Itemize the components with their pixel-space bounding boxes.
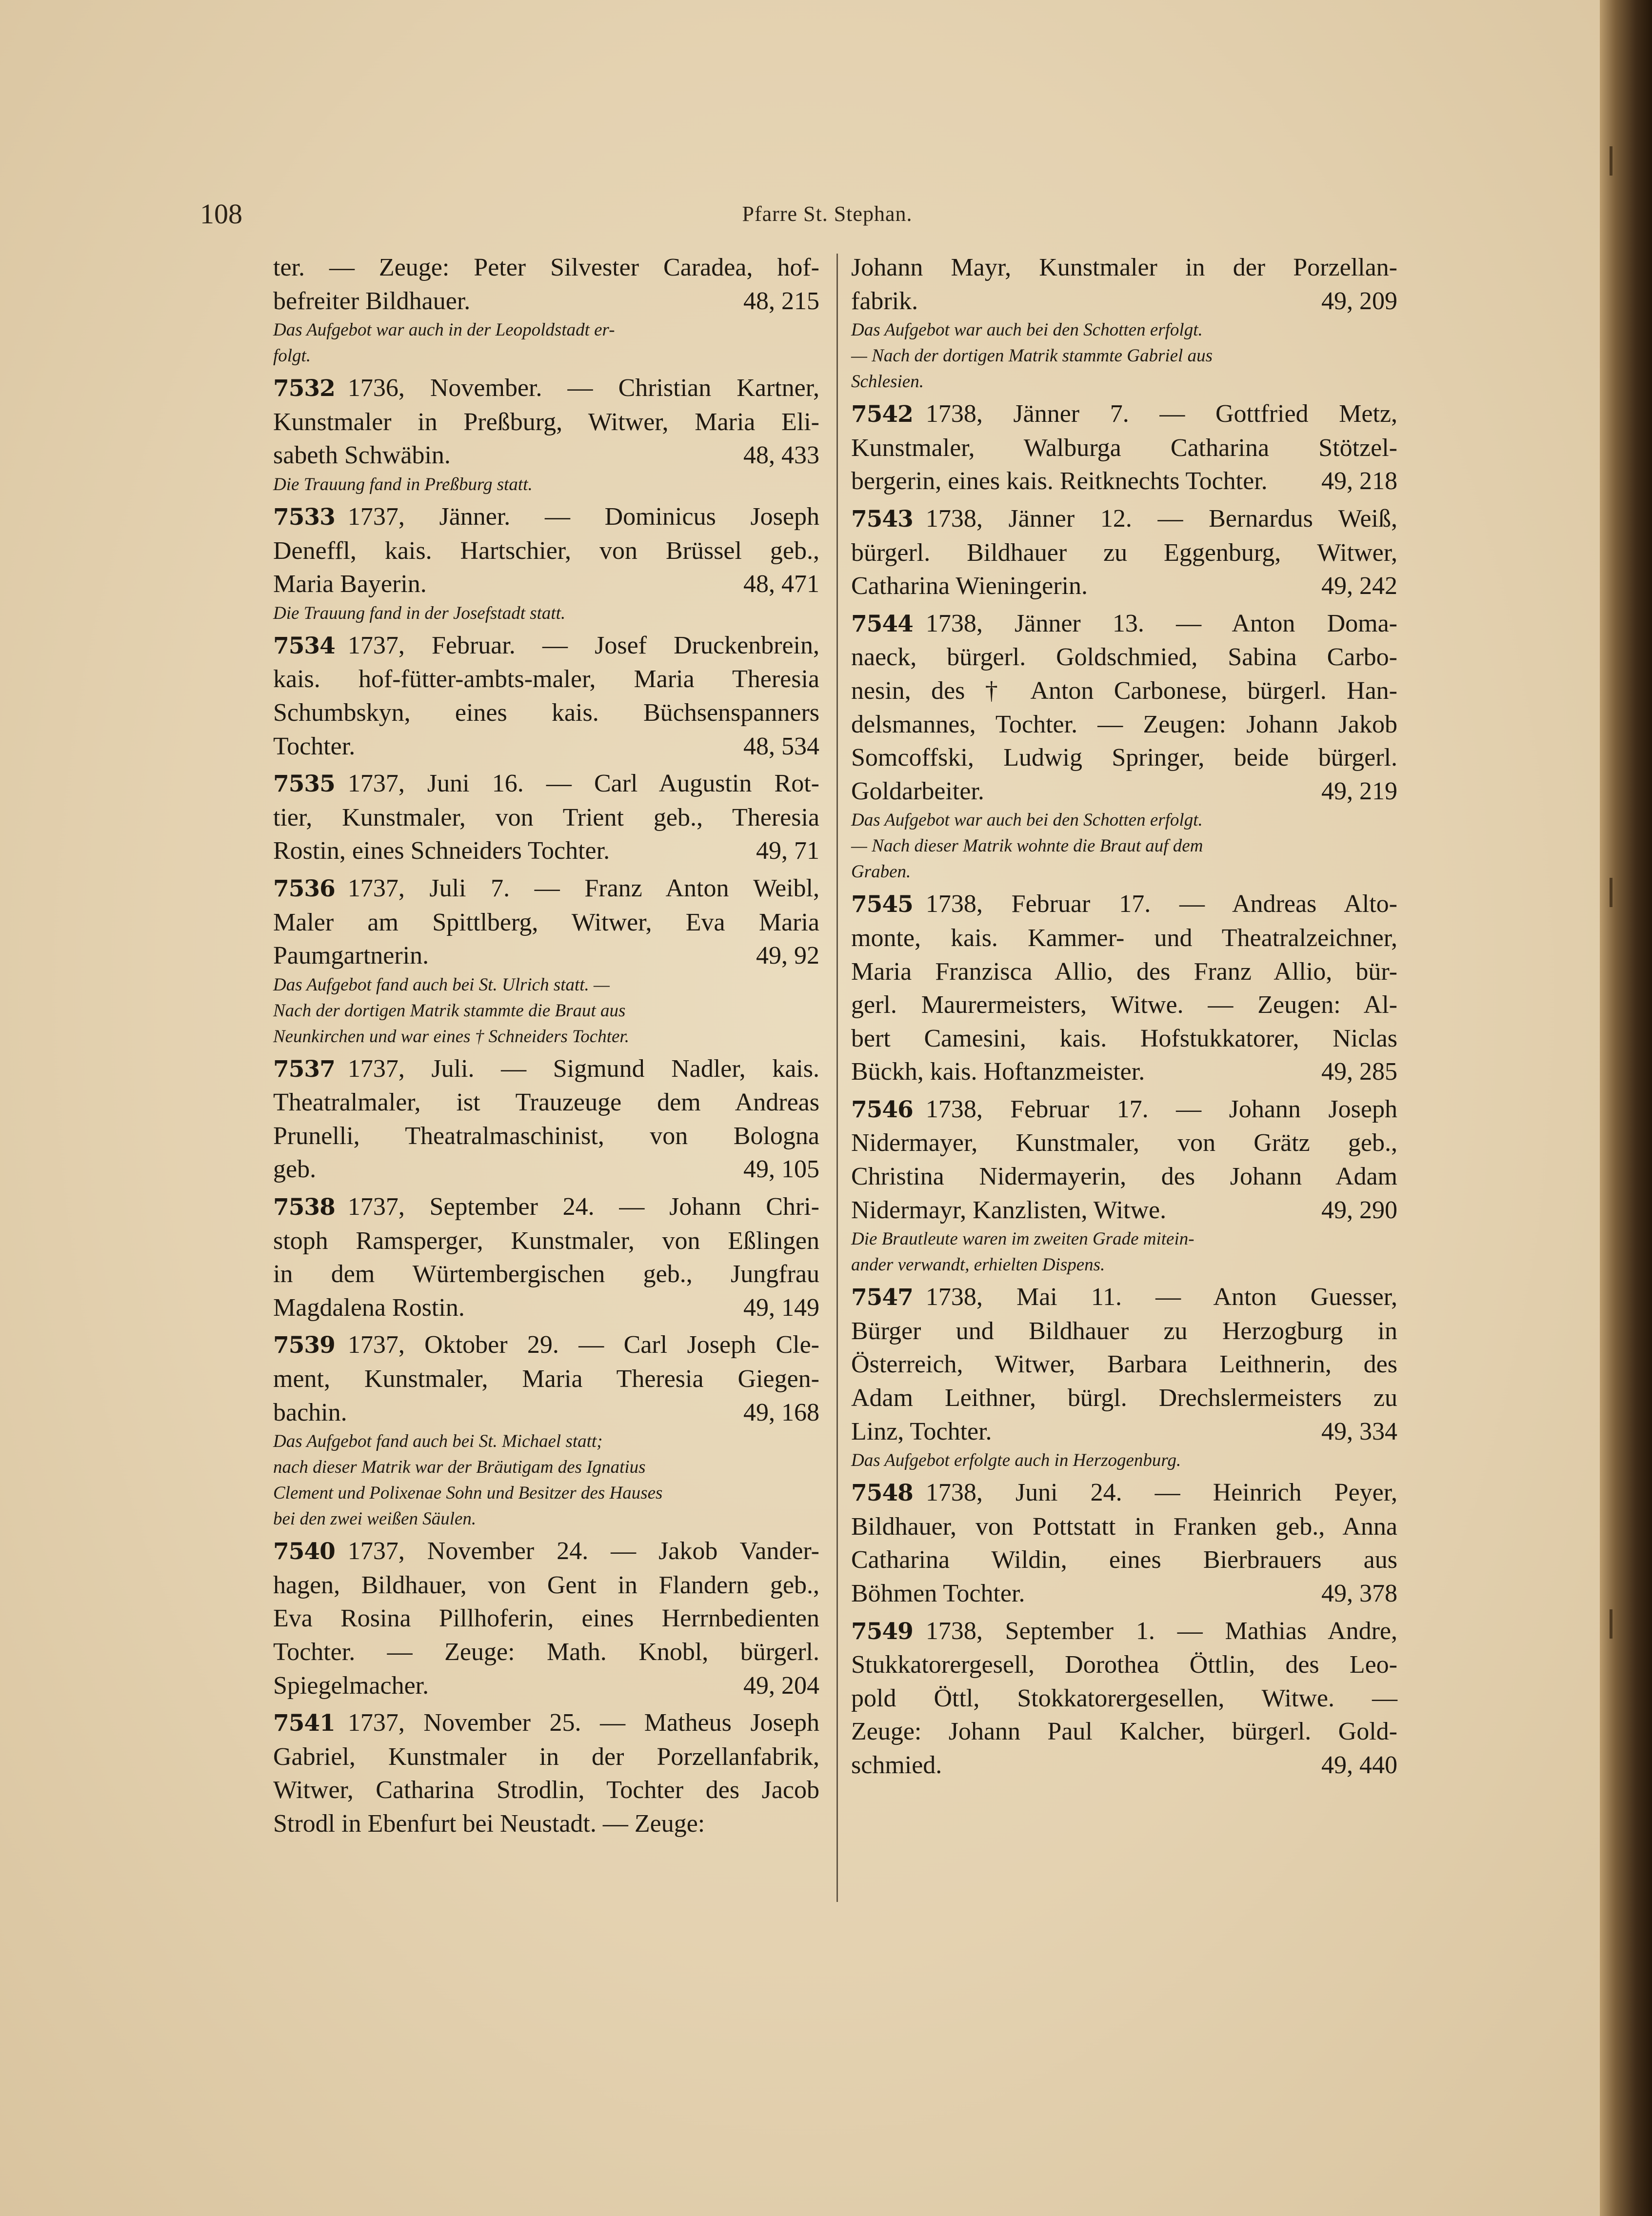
spine-mark xyxy=(1610,878,1612,907)
page-header xyxy=(200,198,1454,230)
spine-mark xyxy=(1610,146,1612,176)
entry-line xyxy=(851,607,1397,641)
matrik-reference: 49, 285 xyxy=(1321,1058,1397,1086)
register-entry xyxy=(851,1476,1397,1610)
entry-line xyxy=(273,629,819,663)
entry-line-text: 1737, September 24. — Johann Chri- xyxy=(347,1193,819,1221)
entry-line-text: 1737, Juni 16. — Carl Augustin Rot- xyxy=(347,770,819,798)
register-entry xyxy=(273,372,819,496)
entry-line-text: Adam Leithner, bürgl. Drechslermeisters zu xyxy=(851,1384,1397,1412)
running-head: Pfarre St. Stephan. xyxy=(742,202,913,226)
register-entry xyxy=(273,1190,819,1325)
entry-line xyxy=(273,1291,819,1325)
entry-note: nach dieser Matrik war der Bräutigam des Ignatius xyxy=(273,1457,646,1478)
entry-line-text: Tochter. xyxy=(273,732,356,760)
entry-line xyxy=(273,663,819,696)
entry-line-text: 1736, November. — Christian Kartner, xyxy=(347,374,819,402)
entry-line-text: Magdalena Rostin. xyxy=(273,1293,465,1322)
entry-line-text: Spiegelmacher. xyxy=(273,1671,429,1700)
entry-line-text: tier, Kunstmaler, von Trient geb., Theresia xyxy=(273,803,819,831)
entry-line xyxy=(851,1577,1397,1611)
entry-line xyxy=(273,1190,819,1225)
entry-line xyxy=(273,1258,819,1291)
entry-line xyxy=(851,432,1397,465)
entry-line xyxy=(851,955,1397,989)
register-entry xyxy=(851,1093,1397,1277)
entry-line xyxy=(273,285,819,318)
entry-line xyxy=(273,1774,819,1807)
entry-number: 7548 xyxy=(851,1480,913,1507)
entry-line xyxy=(851,1281,1397,1315)
entry-line xyxy=(851,1194,1397,1227)
entry-note: Die Trauung fand in Preßburg statt. xyxy=(273,474,533,495)
entry-line-text: Zeuge: Johann Paul Kalcher, bürgerl. Gold- xyxy=(851,1718,1397,1746)
entry-line-text: Catharina Wieningerin. xyxy=(851,572,1088,600)
page-number: 108 xyxy=(200,198,242,230)
entry-line xyxy=(851,1510,1397,1544)
entry-number: 7532 xyxy=(273,375,335,402)
entry-line-text: 1737, Juli 7. — Franz Anton Weibl, xyxy=(347,874,819,902)
matrik-reference: 49, 168 xyxy=(743,1398,819,1426)
entry-line-text: Johann Mayr, Kunstmaler in der Porzellan- xyxy=(851,254,1397,281)
entry-note: Graben. xyxy=(851,862,911,882)
matrik-reference: 48, 215 xyxy=(743,287,819,315)
entry-line xyxy=(851,708,1397,742)
entry-line xyxy=(273,696,819,730)
entry-number: 7544 xyxy=(851,610,913,637)
entry-note: ander verwandt, erhielten Dispens. xyxy=(851,1255,1105,1275)
entry-line-text: 1738, Juni 24. — Heinrich Peyer, xyxy=(925,1479,1397,1507)
entry-line-text: Bildhauer, von Pottstatt in Franken geb., Anna xyxy=(851,1512,1397,1541)
register-entry xyxy=(851,607,1397,884)
register-entry xyxy=(273,1706,819,1840)
entry-number: 7547 xyxy=(851,1284,913,1311)
entry-line xyxy=(851,1382,1397,1415)
register-entry xyxy=(273,251,819,368)
entry-line-text: Linz, Tochter. xyxy=(851,1417,992,1445)
entry-note: Das Aufgebot war auch bei den Schotten erfolgt. xyxy=(851,320,1203,340)
entry-line xyxy=(273,1225,819,1258)
entry-line-text: fabrik. xyxy=(851,287,918,315)
entry-line xyxy=(851,285,1397,318)
entry-note: Die Brautleute waren im zweiten Grade mitein- xyxy=(851,1229,1194,1249)
entry-line-text: Christina Nidermayerin, des Johann Adam xyxy=(851,1163,1397,1191)
spine-mark xyxy=(1610,1609,1612,1639)
entry-number: 7549 xyxy=(851,1618,913,1645)
entry-line-text: 1737, November 25. — Matheus Joseph xyxy=(347,1709,819,1737)
entry-line-text: Gabriel, Kunstmaler in der Porzellanfabrik, xyxy=(273,1742,819,1771)
entry-line xyxy=(851,465,1397,498)
entry-line-text: monte, kais. Kammer- und Theatralzeichner, xyxy=(851,924,1397,952)
entry-line-text: nesin, des † Anton Carbonese, bürgerl. Han- xyxy=(851,676,1397,705)
entry-line-text: Böhmen Tochter. xyxy=(851,1580,1025,1607)
entry-line-text: ter. — Zeuge: Peter Silvester Caradea, hof- xyxy=(273,254,819,281)
entry-line-text: Bürger und Bildhauer zu Herzogburg in xyxy=(851,1317,1397,1345)
matrik-reference: 49, 440 xyxy=(1321,1751,1397,1779)
register-entry xyxy=(273,872,819,1049)
entry-line xyxy=(851,888,1397,922)
entry-line-text: 1737, Oktober 29. — Carl Joseph Cle- xyxy=(347,1331,819,1359)
entry-note: Neunkirchen und war eines † Schneiders Tochter. xyxy=(273,1026,629,1047)
entry-line-text: 1738, Jänner 12. — Bernardus Weiß, xyxy=(925,504,1397,533)
entry-line-text: Somcoffski, Ludwig Springer, beide bürgerl. xyxy=(851,744,1397,772)
entry-line-text: ment, Kunstmaler, Maria Theresia Giegen- xyxy=(273,1365,819,1393)
entry-line xyxy=(851,922,1397,955)
entry-line xyxy=(851,1749,1397,1782)
entry-number: 7539 xyxy=(273,1332,335,1359)
entry-line xyxy=(851,1022,1397,1056)
matrik-reference: 49, 204 xyxy=(743,1671,819,1700)
entry-number: 7533 xyxy=(273,503,335,531)
entry-line-text: 1738, Jänner 13. — Anton Doma- xyxy=(925,609,1397,637)
entry-line xyxy=(273,1086,819,1120)
entry-line xyxy=(851,1715,1397,1749)
entry-number: 7538 xyxy=(273,1194,335,1221)
entry-line xyxy=(273,1363,819,1396)
entry-line xyxy=(273,1706,819,1741)
entry-note: folgt. xyxy=(273,346,311,366)
register-entry xyxy=(851,888,1397,1089)
entry-line xyxy=(273,406,819,439)
register-entry xyxy=(273,1328,819,1531)
entry-number: 7545 xyxy=(851,891,913,918)
entry-line-text: Witwer, Catharina Strodlin, Tochter des Jacob xyxy=(273,1776,819,1804)
entry-number: 7535 xyxy=(273,771,335,798)
entry-line xyxy=(851,1415,1397,1449)
entry-line-text: bachin. xyxy=(273,1398,347,1426)
entry-line-text: 1737, November 24. — Jakob Vander- xyxy=(347,1537,819,1565)
left-column xyxy=(273,251,819,1845)
entry-line xyxy=(851,1160,1397,1194)
entry-line-text: Rostin, eines Schneiders Tochter. xyxy=(273,837,610,865)
entry-line xyxy=(273,872,819,906)
register-entry xyxy=(851,251,1397,394)
entry-line-text: Nidermayer, Kunstmaler, von Grätz geb., xyxy=(851,1129,1397,1157)
register-entry xyxy=(273,1052,819,1187)
entry-number: 7537 xyxy=(273,1055,335,1083)
matrik-reference: 49, 105 xyxy=(743,1155,819,1184)
entry-line xyxy=(851,674,1397,708)
entry-line xyxy=(851,536,1397,570)
matrik-reference: 49, 378 xyxy=(1321,1580,1397,1607)
entry-line-text: Bückh, kais. Hoftanzmeister. xyxy=(851,1058,1145,1086)
entry-line xyxy=(273,372,819,406)
matrik-reference: 49, 209 xyxy=(1321,287,1397,315)
entry-note: Schlesien. xyxy=(851,372,924,392)
entry-line xyxy=(273,730,819,764)
entry-line-text: 1738, Mai 11. — Anton Guesser, xyxy=(925,1283,1397,1311)
entry-line xyxy=(273,1396,819,1430)
entry-line-text: Schumbskyn, eines kais. Büchsenspanners xyxy=(273,698,819,727)
entry-line xyxy=(851,1055,1397,1089)
register-entry xyxy=(273,767,819,868)
entry-line xyxy=(851,1127,1397,1160)
entry-number: 7546 xyxy=(851,1096,913,1123)
entry-note: Das Aufgebot fand auch bei St. Michael statt; xyxy=(273,1431,603,1452)
entry-line xyxy=(273,1328,819,1363)
entry-line xyxy=(273,1120,819,1153)
entry-line xyxy=(273,1669,819,1703)
entry-line-text: pold Öttl, Stokkatorergesellen, Witwe. — xyxy=(851,1684,1397,1712)
matrik-reference: 49, 149 xyxy=(743,1293,819,1322)
entry-note: Das Aufgebot erfolgte auch in Herzogenburg. xyxy=(851,1450,1181,1471)
entry-line-text: Strodl in Ebenfurt bei Neustadt. — Zeuge: xyxy=(273,1809,705,1838)
book-spine xyxy=(1600,0,1652,2216)
entry-line xyxy=(851,641,1397,674)
register-entry xyxy=(851,1281,1397,1472)
entry-line xyxy=(273,1153,819,1187)
entry-note: Die Trauung fand in der Josefstadt statt. xyxy=(273,603,566,623)
entry-line-text: Paumgartnerin. xyxy=(273,942,429,970)
entry-line xyxy=(273,251,819,285)
entry-line xyxy=(851,570,1397,603)
entry-note: — Nach der dortigen Matrik stammte Gabriel aus xyxy=(851,346,1213,366)
entry-line-text: Deneffl, kais. Hartschier, von Brüssel geb., xyxy=(273,536,819,565)
entry-line-text: 1738, Februar 17. — Andreas Alto- xyxy=(925,890,1397,918)
entry-line-text: hagen, Bildhauer, von Gent in Flandern geb., xyxy=(273,1571,819,1599)
register-entry xyxy=(851,397,1397,498)
matrik-reference: 49, 71 xyxy=(756,837,819,865)
column-divider xyxy=(836,254,838,1902)
entry-note: Clement und Polixenae Sohn und Besitzer des Hauses xyxy=(273,1483,663,1504)
entry-line-text: Österreich, Witwer, Barbara Leithnerin, des xyxy=(851,1350,1397,1379)
entry-line-text: geb. xyxy=(273,1155,317,1184)
entry-line-text: Eva Rosina Pillhoferin, eines Herrnbedienten xyxy=(273,1604,819,1633)
matrik-reference: 49, 92 xyxy=(756,942,819,970)
register-entry xyxy=(851,502,1397,603)
entry-line-text: 1737, Juli. — Sigmund Nadler, kais. xyxy=(347,1054,819,1083)
entry-line xyxy=(851,741,1397,775)
entry-line-text: schmied. xyxy=(851,1751,942,1779)
entry-line xyxy=(273,906,819,940)
entry-line xyxy=(273,1602,819,1636)
entry-line xyxy=(273,1807,819,1841)
register-entry xyxy=(273,629,819,763)
matrik-reference: 49, 218 xyxy=(1321,467,1397,495)
register-entry xyxy=(273,1535,819,1702)
entry-line-text: 1737, Februar. — Josef Druckenbrein, xyxy=(347,631,819,659)
entry-line xyxy=(273,568,819,601)
entry-line-text: Maria Bayerin. xyxy=(273,570,427,598)
entry-line-text: befreiter Bildhauer. xyxy=(273,287,471,315)
entry-note: — Nach dieser Matrik wohnte die Braut auf dem xyxy=(851,836,1203,856)
entry-line-text: Goldarbeiter. xyxy=(851,777,984,805)
entry-line xyxy=(273,534,819,568)
entry-line-text: bürgerl. Bildhauer zu Eggenburg, Witwer, xyxy=(851,538,1397,567)
matrik-reference: 48, 471 xyxy=(743,570,819,598)
entry-line xyxy=(851,1093,1397,1127)
entry-line-text: 1738, Februar 17. — Johann Joseph xyxy=(925,1095,1397,1123)
entry-line-text: bergerin, eines kais. Reitknechts Tochter. xyxy=(851,467,1268,495)
entry-line xyxy=(273,1052,819,1087)
entry-line-text: stoph Ramsperger, Kunstmaler, von Eßlingen xyxy=(273,1227,819,1255)
entry-line-text: 1737, Jänner. — Dominicus Joseph xyxy=(347,502,819,531)
entry-line xyxy=(273,801,819,835)
entry-line xyxy=(851,1543,1397,1577)
entry-number: 7542 xyxy=(851,401,913,428)
entry-line-text: gerl. Maurermeisters, Witwe. — Zeugen: Al- xyxy=(851,991,1397,1019)
entry-line-text: naeck, bürgerl. Goldschmied, Sabina Carbo- xyxy=(851,643,1397,672)
matrik-reference: 49, 334 xyxy=(1321,1417,1397,1445)
entry-line xyxy=(273,1569,819,1603)
entry-number: 7540 xyxy=(273,1538,335,1565)
entry-note: Nach der dortigen Matrik stammte die Braut aus xyxy=(273,1000,626,1021)
matrik-reference: 48, 433 xyxy=(743,441,819,470)
entry-line-text: Kunstmaler in Preßburg, Witwer, Maria Eli- xyxy=(273,408,819,436)
entry-line-text: sabeth Schwäbin. xyxy=(273,441,451,470)
matrik-reference: 49, 290 xyxy=(1321,1196,1397,1224)
matrik-reference: 49, 242 xyxy=(1321,572,1397,600)
entry-line xyxy=(273,939,819,973)
entry-line-text: 1738, September 1. — Mathias Andre, xyxy=(925,1617,1397,1645)
entry-line xyxy=(273,500,819,534)
entry-line-text: Kunstmaler, Walburga Catharina Stötzel- xyxy=(851,434,1397,462)
matrik-reference: 48, 534 xyxy=(743,732,819,760)
matrik-reference: 49, 219 xyxy=(1321,777,1397,805)
entry-note: Das Aufgebot war auch in der Leopoldstadt er- xyxy=(273,320,615,340)
entry-line-text: in dem Würtembergischen geb., Jungfrau xyxy=(273,1260,819,1288)
entry-line xyxy=(851,502,1397,536)
register-entry xyxy=(851,1615,1397,1782)
entry-line xyxy=(851,251,1397,285)
entry-line xyxy=(273,1741,819,1774)
register-entry xyxy=(273,500,819,625)
entry-line xyxy=(273,1636,819,1669)
entry-line-text: Stukkatorergesell, Dorothea Öttlin, des Leo- xyxy=(851,1651,1397,1679)
entry-line-text: Prunelli, Theatralmaschinist, von Bologna xyxy=(273,1122,819,1150)
entry-line xyxy=(851,1648,1397,1682)
entry-line-text: 1738, Jänner 7. — Gottfried Metz, xyxy=(925,400,1397,428)
entry-note: Das Aufgebot fand auch bei St. Ulrich statt. — xyxy=(273,974,610,995)
entry-line-text: Theatralmaler, ist Trauzeuge dem Andreas xyxy=(273,1088,819,1117)
entry-line-text: bert Camesini, kais. Hofstukkatorer, Niclas xyxy=(851,1024,1397,1052)
entry-line xyxy=(851,1476,1397,1510)
entry-line xyxy=(273,834,819,868)
entry-line xyxy=(851,1682,1397,1716)
entry-line-text: Catharina Wildin, eines Bierbrauers aus xyxy=(851,1546,1397,1574)
entry-line xyxy=(851,989,1397,1022)
entry-line-text: kais. hof-fütter-ambts-maler, Maria Theresia xyxy=(273,665,819,693)
entry-number: 7534 xyxy=(273,632,335,659)
entry-line xyxy=(851,397,1397,432)
entry-line xyxy=(273,439,819,473)
entry-number: 7543 xyxy=(851,505,913,533)
entry-line xyxy=(273,767,819,801)
entry-number: 7541 xyxy=(273,1710,335,1737)
entry-line-text: delsmannes, Tochter. — Zeugen: Johann Jakob xyxy=(851,710,1397,738)
entry-note: Das Aufgebot war auch bei den Schotten erfolgt. xyxy=(851,810,1203,831)
entry-number: 7536 xyxy=(273,875,335,902)
entry-line xyxy=(851,1615,1397,1649)
entry-line xyxy=(851,1348,1397,1382)
entry-line xyxy=(851,1315,1397,1348)
entry-line xyxy=(273,1535,819,1569)
entry-line xyxy=(851,775,1397,809)
right-column xyxy=(851,251,1397,1786)
entry-line-text: Tochter. — Zeuge: Math. Knobl, bürgerl. xyxy=(273,1638,819,1666)
entry-line-text: Maria Franzisca Allio, des Franz Allio, bür- xyxy=(851,957,1397,986)
entry-note: bei den zwei weißen Säulen. xyxy=(273,1509,477,1529)
entry-line-text: Maler am Spittlberg, Witwer, Eva Maria xyxy=(273,908,819,936)
entry-line-text: Nidermayr, Kanzlisten, Witwe. xyxy=(851,1196,1167,1224)
